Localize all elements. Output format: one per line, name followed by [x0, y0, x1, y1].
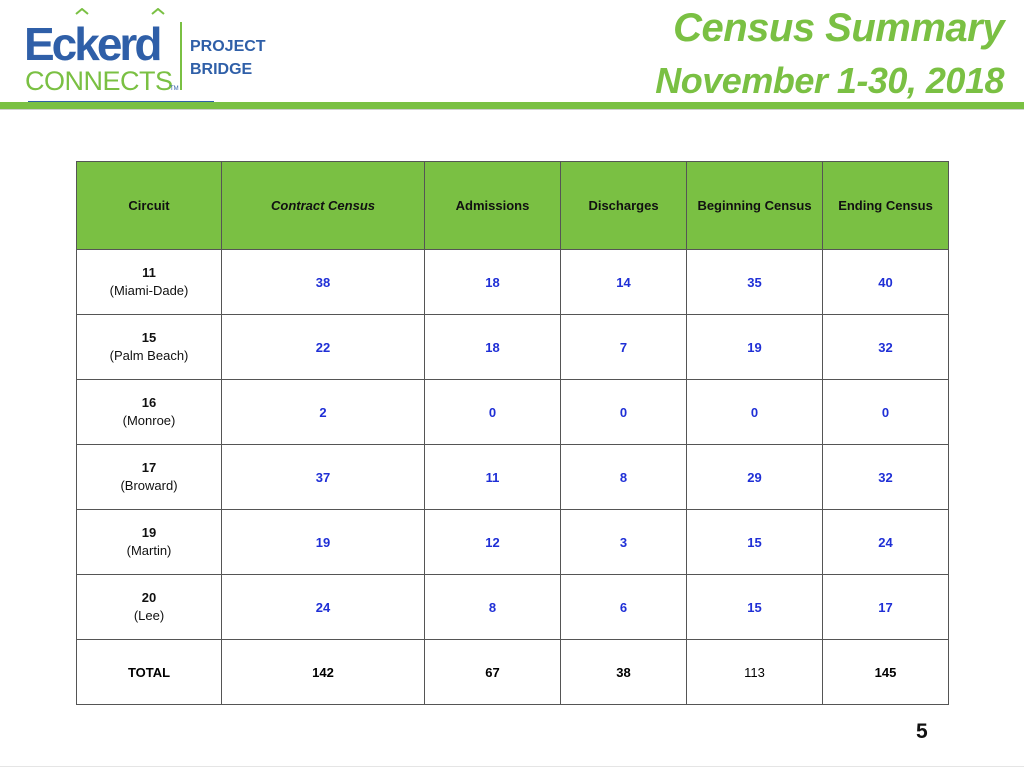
admissions-cell: 8	[425, 575, 561, 640]
total-row	[77, 640, 949, 705]
column-header-discharges: Discharges	[561, 162, 687, 250]
admissions-cell: 18	[425, 315, 561, 380]
circuit-cell	[77, 575, 222, 640]
beginning-census-cell: 19	[687, 315, 823, 380]
eckerd-connects-project-bridge-logo	[24, 8, 274, 103]
admissions-cell: 18	[425, 250, 561, 315]
page-number: 5	[916, 720, 928, 743]
table-row	[77, 250, 949, 315]
ending-census-cell: 32	[823, 315, 949, 380]
circuit-name: (Monroe)	[122, 413, 176, 428]
table-row	[77, 380, 949, 445]
table-header-row	[77, 162, 949, 250]
table-row	[77, 315, 949, 380]
svg-text:Eckerd: Eckerd	[24, 18, 160, 70]
page-title: Census Summary	[673, 6, 1004, 50]
footer-divider	[0, 766, 1024, 767]
admissions-cell: 12	[425, 510, 561, 575]
discharges-cell: 6	[561, 575, 687, 640]
contract-census-cell: 19	[222, 510, 425, 575]
total-contract-census: 142	[222, 640, 425, 705]
header-divider	[0, 109, 1024, 110]
svg-text:CONNECTS: CONNECTS	[25, 66, 173, 96]
circuit-cell	[77, 250, 222, 315]
census-table	[76, 161, 949, 705]
circuit-cell	[77, 380, 222, 445]
discharges-cell: 14	[561, 250, 687, 315]
column-header-circuit: Circuit	[77, 162, 222, 250]
beginning-census-cell: 15	[687, 575, 823, 640]
circuit-name: (Lee)	[133, 608, 165, 623]
svg-text:BRIDGE: BRIDGE	[190, 61, 253, 78]
contract-census-cell: 38	[222, 250, 425, 315]
beginning-census-cell: 15	[687, 510, 823, 575]
circuit-name: (Martin)	[126, 543, 172, 558]
beginning-census-cell: 29	[687, 445, 823, 510]
circuit-number: 20	[141, 590, 157, 605]
discharges-cell: 0	[561, 380, 687, 445]
admissions-cell: 0	[425, 380, 561, 445]
ending-census-cell: 24	[823, 510, 949, 575]
column-header-admissions: Admissions	[425, 162, 561, 250]
circuit-name: (Palm Beach)	[109, 348, 189, 363]
circuit-name: (Miami-Dade)	[109, 283, 189, 298]
total-beginning-census: 113	[687, 640, 823, 705]
circuit-cell	[77, 315, 222, 380]
circuit-number: 15	[141, 330, 157, 345]
column-header-ending-census: Ending Census	[823, 162, 949, 250]
column-header-beginning-census: Beginning Census	[687, 162, 823, 250]
discharges-cell: 8	[561, 445, 687, 510]
ending-census-cell: 32	[823, 445, 949, 510]
discharges-cell: 7	[561, 315, 687, 380]
contract-census-cell: 22	[222, 315, 425, 380]
beginning-census-cell: 35	[687, 250, 823, 315]
total-admissions: 67	[425, 640, 561, 705]
contract-census-cell: 2	[222, 380, 425, 445]
svg-text:TM: TM	[170, 86, 179, 92]
table-row	[77, 445, 949, 510]
total-ending-census: 145	[823, 640, 949, 705]
circuit-number: 17	[141, 460, 157, 475]
svg-text:PROJECT: PROJECT	[190, 38, 266, 55]
circuit-number: 19	[141, 525, 157, 540]
beginning-census-cell: 0	[687, 380, 823, 445]
circuit-number: 16	[141, 395, 157, 410]
discharges-cell: 3	[561, 510, 687, 575]
circuit-number: 11	[142, 265, 156, 280]
total-label: TOTAL	[77, 640, 222, 705]
circuit-cell	[77, 510, 222, 575]
total-discharges: 38	[561, 640, 687, 705]
circuit-name: (Broward)	[120, 478, 178, 493]
table-row	[77, 575, 949, 640]
circuit-cell	[77, 445, 222, 510]
contract-census-cell: 24	[222, 575, 425, 640]
column-header-contract-census: Contract Census	[222, 162, 425, 250]
header-green-bar	[0, 102, 1024, 109]
ending-census-cell: 17	[823, 575, 949, 640]
admissions-cell: 11	[425, 445, 561, 510]
contract-census-cell: 37	[222, 445, 425, 510]
table-row	[77, 510, 949, 575]
ending-census-cell: 40	[823, 250, 949, 315]
ending-census-cell: 0	[823, 380, 949, 445]
page-subtitle: November 1-30, 2018	[655, 60, 1004, 101]
